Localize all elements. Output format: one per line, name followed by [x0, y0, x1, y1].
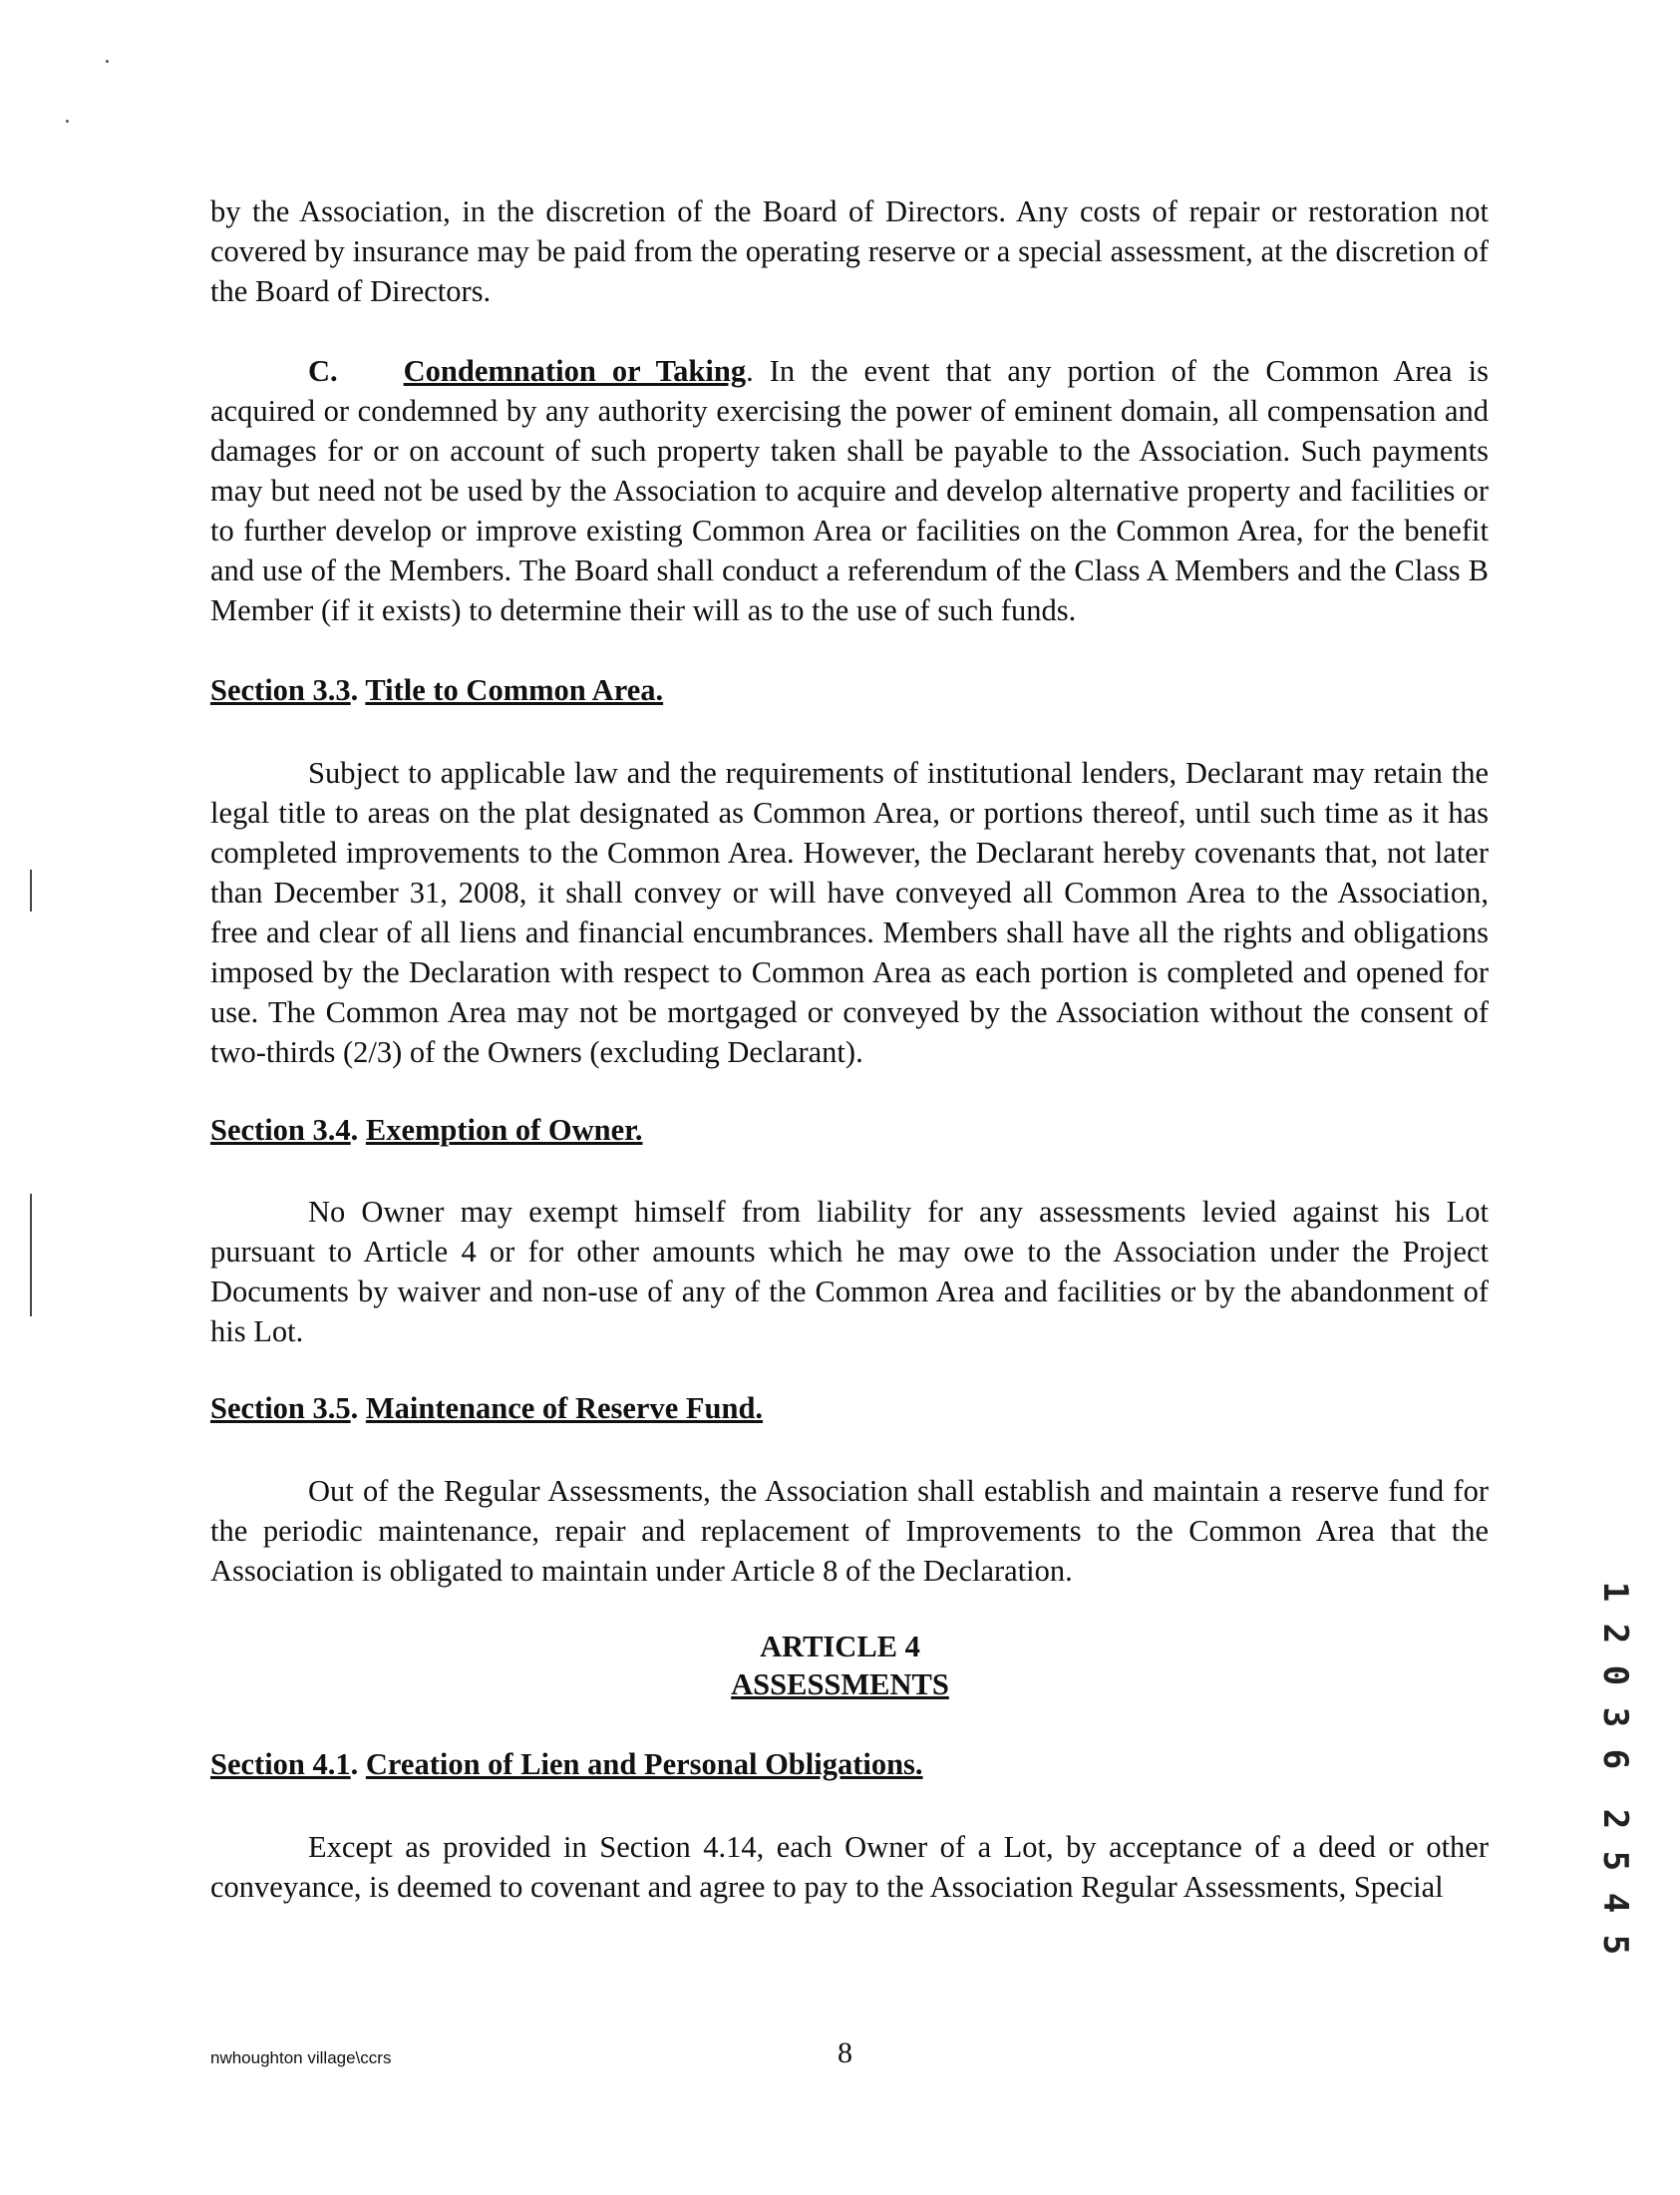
section-4-1-body: Except as provided in Section 4.14, each Owner of a Lot, by acceptance of a deed or other conveyance, is deemed to covenant and agree to pay to the Association Regular Assessments, Special [210, 1830, 1489, 1904]
stamp-digit: 6 [1595, 1748, 1635, 1770]
section-3-4-heading: Section 3.4. Exemption of Owner. [210, 1113, 643, 1147]
section-3-4-number: Section 3.4 [210, 1113, 351, 1147]
scan-speck [106, 60, 109, 63]
article-number: ARTICLE 4 [760, 1630, 920, 1663]
subsection-c-body: . In the event that any portion of the Common Area is acquired or condemned by any authority exercising the power of eminent domain, all compensation and damages for or on account of such property taken shall be payable to the Association. Such payments may but need not be used by the Association to acquire and develop alternative property and facilities or to further develop or improve existing Common Area or facilities on the Common Area, for the benefit and use of the Members. The Board shall conduct a referendum of the Class A Members and the Class B Member (if it exists) to determine their will as to the use of such funds. [210, 354, 1489, 627]
subsection-c-paragraph [210, 351, 1489, 630]
section-4-1-title: Creation of Lien and Personal Obligations. [365, 1747, 923, 1781]
section-3-4-body: No Owner may exempt himself from liability for any assessments levied against his Lot pursuant to Article 4 or for other amounts which he may owe to the Association under the Project Documents by waiver and non-use of any of the Common Area and facilities or by the abandonment of his Lot. [210, 1195, 1489, 1348]
scan-speck [66, 120, 69, 123]
stamp-digit: 0 [1595, 1664, 1635, 1686]
section-3-5-body: Out of the Regular Assessments, the Association shall establish and maintain a reserve fund for the periodic maintenance, repair and replacement of Improvements to the Common Area that the Association is obligated to maintain under Article 8 of the Declaration. [210, 1474, 1489, 1588]
section-3-3-number: Section 3.3 [210, 673, 351, 707]
section-3-3-heading: Section 3.3. Title to Common Area. [210, 673, 664, 707]
subsection-c-label: C. [308, 354, 338, 388]
stamp-digit: 1 [1595, 1581, 1635, 1603]
stamp-digit: 4 [1595, 1892, 1635, 1914]
footer-file-path: nwhoughton village\ccrs [210, 2048, 392, 2067]
margin-change-bar [30, 870, 32, 912]
page-number: 8 [838, 2036, 852, 2069]
section-3-3-body: Subject to applicable law and the requirements of institutional lenders, Declarant may retain the legal title to areas on the plat designated as Common Area, or portions thereof, until such time as it has completed improvements to the Common Area. However, the Declarant hereby covenants that, not later than December 31, 2008, it shall convey or will have conveyed all Common Area to the Association, free and clear of all liens and financial encumbrances. Members shall have all the rights and obligations imposed by the Declaration with respect to Common Area as each portion is completed and opened for use. The Common Area may not be mortgaged or conveyed by the Association without the consent of two-thirds (2/3) of the Owners (excluding Declarant). [210, 756, 1489, 1069]
stamp-digit: 3 [1595, 1706, 1635, 1728]
stamp-digit: 2 [1595, 1623, 1635, 1645]
section-3-5-number: Section 3.5 [210, 1391, 351, 1425]
section-3-5-heading: Section 3.5. Maintenance of Reserve Fund. [210, 1391, 764, 1425]
section-3-5-title: Maintenance of Reserve Fund. [365, 1391, 764, 1425]
stamp-digit: 5 [1595, 1934, 1635, 1956]
stamp-digit: 2 [1595, 1808, 1635, 1830]
article-title: ASSESSMENTS [731, 1667, 949, 1701]
section-3-3-title: Title to Common Area. [365, 673, 664, 707]
section-4-1-number: Section 4.1 [210, 1747, 351, 1781]
stamp-digit: 5 [1595, 1850, 1635, 1872]
subsection-c-title: Condemnation or Taking [403, 354, 747, 388]
section-3-4-title: Exemption of Owner. [365, 1113, 643, 1147]
recording-number-stamp [1595, 1571, 1635, 1966]
section-4-1-heading: Section 4.1. Creation of Lien and Personal Obligations. [210, 1747, 923, 1781]
paragraph-continuation: by the Association, in the discretion of the Board of Directors. Any costs of repair or restoration not covered by insurance may be paid from the operating reserve or a special assessment, at the discretion of the Board of Directors. [210, 194, 1489, 308]
margin-change-bar [30, 1194, 32, 1316]
